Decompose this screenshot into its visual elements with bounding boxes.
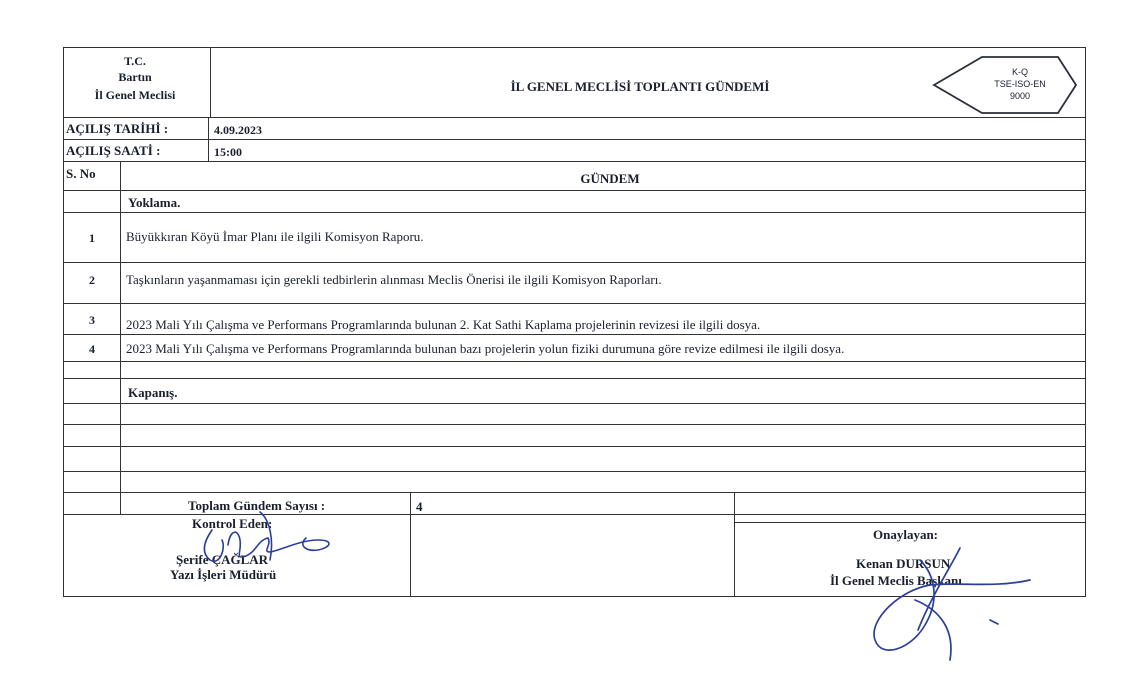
controller-title: Yazı İşleri Müdürü [170, 567, 277, 582]
agenda-item-text: Büyükkıran Köyü İmar Planı ile ilgili Komisyon Raporu. [126, 229, 424, 244]
approver-name: Kenan DURSUN [856, 556, 951, 571]
opening-time-value: 15:00 [214, 145, 242, 159]
controller-name: Şerife ÇAĞLAR [176, 552, 269, 567]
opening-time-label: AÇILIŞ SAATİ : [66, 143, 161, 158]
agenda-item-number: 4 [89, 342, 95, 356]
controller-label: Kontrol Eden: [192, 516, 273, 531]
controller-signature-icon [204, 512, 329, 561]
total-agenda-label: Toplam Gündem Sayısı : [188, 498, 326, 513]
approver-signature-icon [874, 548, 1030, 660]
agenda-item-number: 1 [89, 231, 95, 245]
agenda-item-text: 2023 Mali Yılı Çalışma ve Performans Programlarında bulunan 2. Kat Sathi Kaplama projelerinin revizesi ile ilgili dosya. [126, 317, 761, 332]
org-line-2: Bartın [118, 70, 152, 84]
agenda-item-text: Taşkınların yaşanmaması için gerekli tedbirlerin alınması Meclis Önerisi ile ilgili Komisyon Raporları. [126, 272, 662, 287]
opening-date-label: AÇILIŞ TARİHİ : [66, 121, 169, 136]
cert-line-2: TSE-ISO-EN [994, 79, 1046, 89]
cert-line-1: K-Q [1011, 67, 1028, 77]
agenda-item-number: 2 [89, 273, 95, 287]
agenda-item-number: 3 [89, 313, 95, 327]
approver-title: İl Genel Meclis Başkanı [830, 573, 962, 588]
opening-date-value: 4.09.2023 [214, 123, 262, 137]
org-line-1: T.C. [124, 54, 146, 68]
org-line-3: İl Genel Meclisi [94, 88, 176, 102]
document-title: İL GENEL MECLİSİ TOPLANTI GÜNDEMİ [510, 79, 770, 94]
approver-label: Onaylayan: [873, 527, 939, 542]
cert-line-3: 9000 [1009, 91, 1031, 101]
column-header-number: S. No [66, 166, 96, 181]
total-agenda-value: 4 [416, 499, 423, 514]
agenda-item-text: 2023 Mali Yılı Çalışma ve Performans Programlarında bulunan bazı projelerin yolun fiziki durumuna göre revize edilmesi ile ilgili dosya. [126, 341, 845, 356]
agenda-closing: Kapanış. [128, 385, 178, 400]
agenda-opening: Yoklama. [128, 195, 181, 210]
column-header-agenda: GÜNDEM [580, 171, 640, 186]
